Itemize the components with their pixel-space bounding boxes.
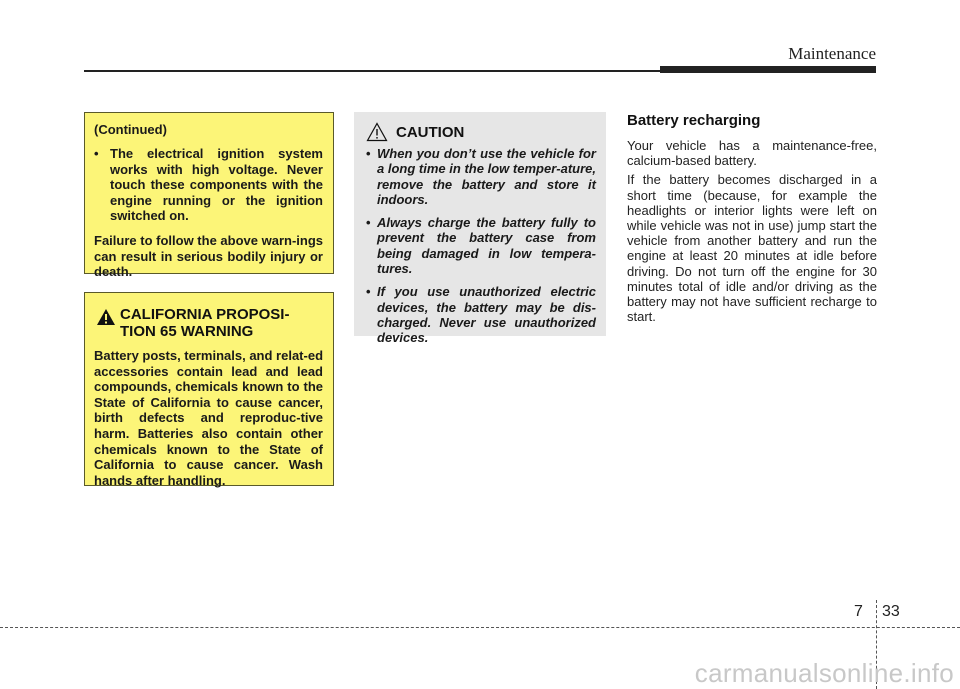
continued-footer-text: Failure to follow the above warn-ings can result in serious bodily injury or death.	[94, 232, 323, 280]
chapter-number: 7	[854, 603, 863, 620]
california-warning-box	[84, 292, 334, 486]
caution-title: CAUTION	[396, 123, 465, 141]
ignition-warning-bullet: • The electrical ignition system works with high voltage. Never touch these components with the engine running or the ignition switched on.	[94, 146, 323, 224]
california-title-line2: TION 65 WARNING	[120, 323, 254, 340]
battery-paragraph: Your vehicle has a maintenance-free, calcium-based battery.	[627, 138, 877, 169]
continued-heading: (Continued)	[94, 122, 167, 137]
caution-header	[366, 122, 596, 142]
caution-item: • Always charge the battery fully to prevent the battery case from being damaged in low tempera-tures.	[366, 215, 596, 276]
california-title-line1: CALIFORNIA PROPOSI-	[120, 306, 290, 323]
header-bar	[660, 66, 876, 73]
section-title: Battery recharging	[627, 112, 761, 129]
caution-item: • When you don’t use the vehicle for a long time in the low temper-ature, remove the battery and store it indoors.	[366, 146, 596, 207]
page-number: 33	[882, 603, 900, 620]
california-warning-body: Battery posts, terminals, and relat-ed accessories contain lead and lead compounds, chemicals known to the State of California to cause cancer, birth defects and reproduc-tive harm. Batteries also contain other chemicals known to the State of California to cause cancer. Wash hands after handling.	[94, 348, 324, 488]
california-warning-header	[94, 306, 323, 340]
caution-item: • If you use unauthorized electric devices, the battery may be dis-charged. Never use unauthorized devices.	[366, 284, 596, 345]
watermark-text: carmanualsonline.info	[694, 658, 954, 688]
continued-warning-box	[84, 112, 334, 280]
header-rule	[84, 70, 660, 72]
caution-triangle-icon	[366, 122, 388, 142]
warning-triangle-icon	[96, 308, 116, 326]
battery-recharging-section	[627, 112, 877, 328]
battery-paragraph: If the battery becomes discharged in a short time (because, for example the headlights or interior lights were left on while vehicle was not in use) jump start the vehicle from another battery and run the engine at least 20 minutes at idle before driving. Do not turn off the engine for 30 minutes total of idle and/or driving as the battery may not have sufficient recharge to start.	[627, 172, 877, 325]
page-section-title: Maintenance	[788, 44, 876, 63]
footer-dashed-rule	[0, 627, 960, 628]
caution-box	[354, 112, 606, 346]
